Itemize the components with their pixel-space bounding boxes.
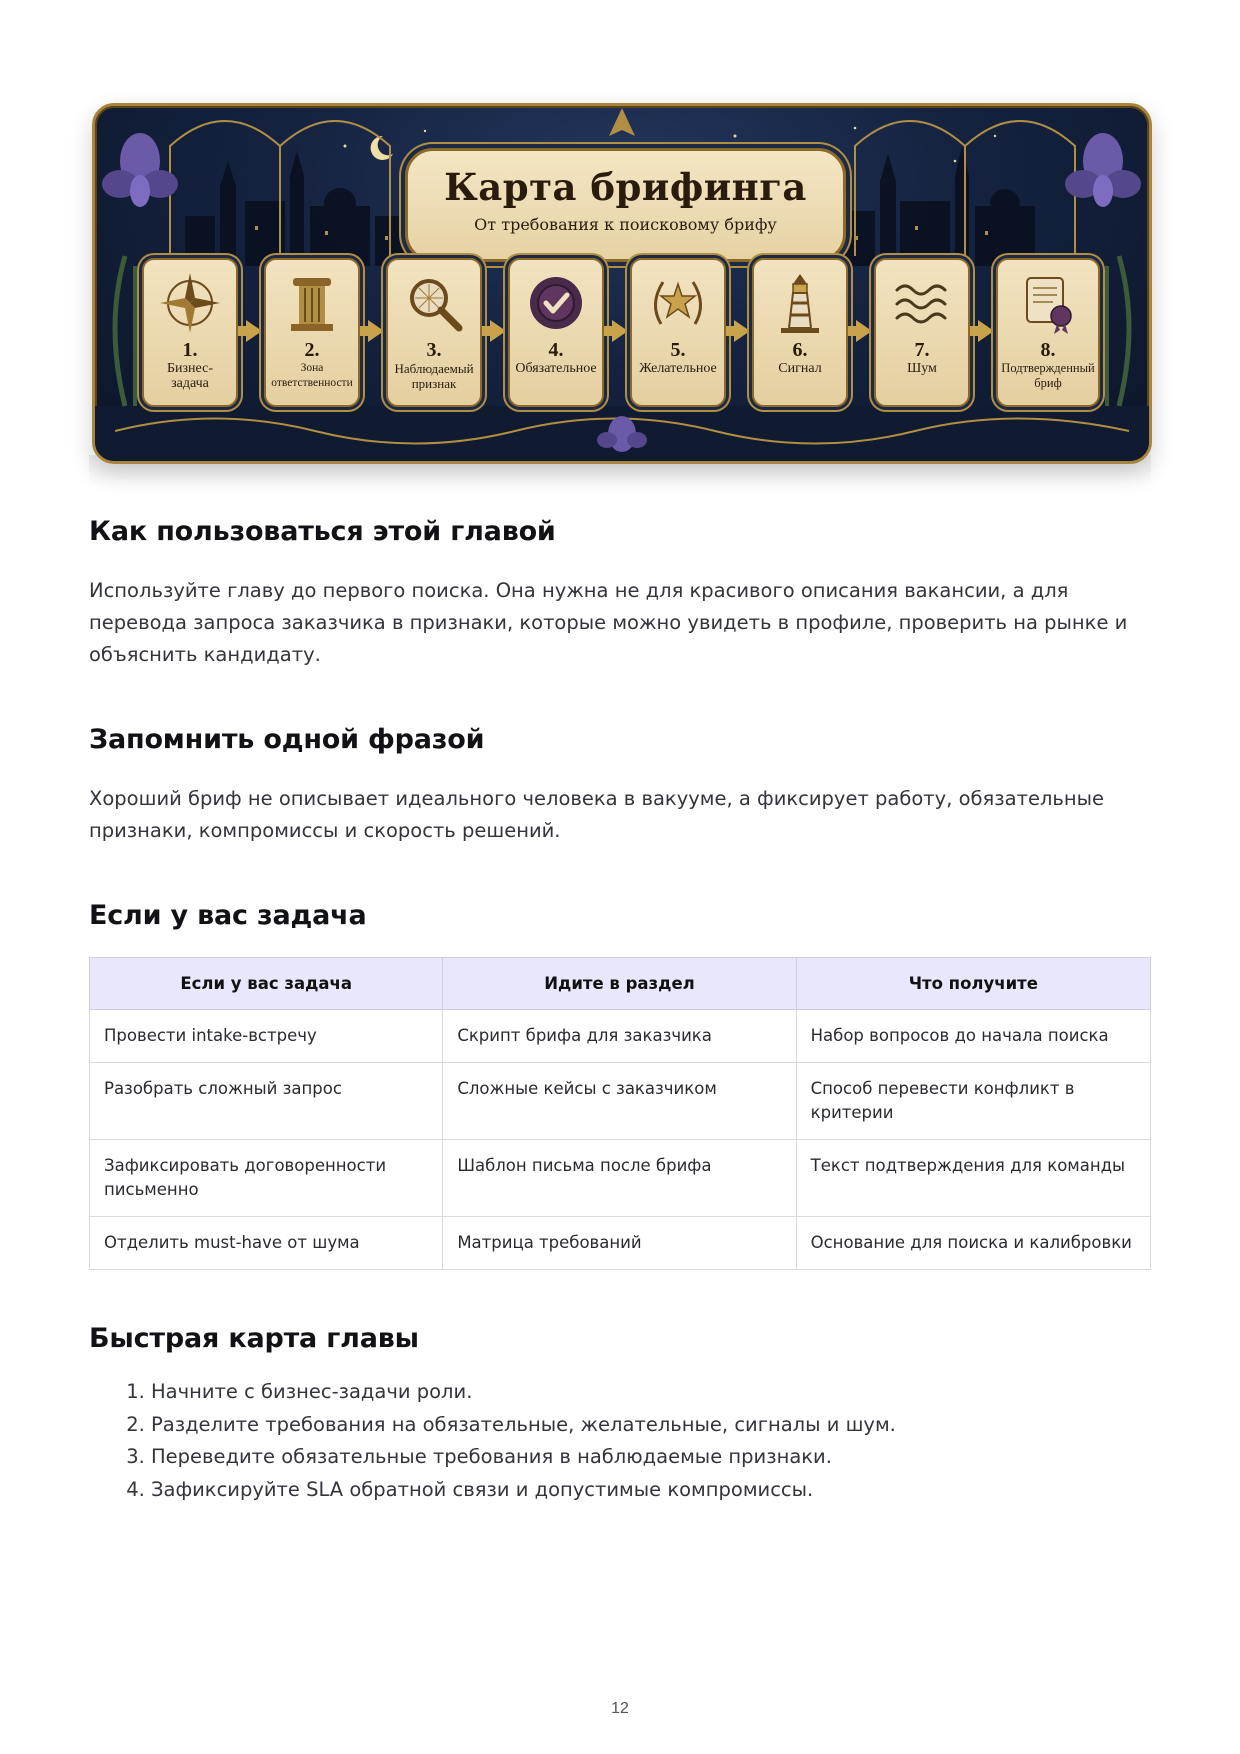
table-row	[90, 1217, 1151, 1270]
step-label: Подтвержденный бриф	[1001, 361, 1095, 390]
navigation-table	[89, 957, 1151, 1270]
step-card-confirmed-brief	[996, 258, 1100, 407]
wax-seal-check-icon	[521, 268, 591, 338]
step-card-mandatory	[508, 258, 604, 407]
banner-title: Карта брифинга	[444, 165, 807, 209]
column-icon	[277, 268, 347, 338]
section-text-one-phrase: Хороший бриф не описывает идеального человека в вакууме, а фиксирует работу, обязательные признаки, компромиссы и скорость решений.	[89, 787, 1105, 842]
step-label: Обязательное	[515, 361, 597, 376]
step-card-responsibility	[264, 258, 360, 407]
step-label: Бизнес- задача	[167, 361, 213, 391]
step-number: 1.	[182, 339, 198, 361]
step-arrow-icon	[246, 320, 262, 342]
section-heading-how-to-use: Как пользоваться этой главой	[89, 516, 556, 547]
table-header-cell: Если у вас задача	[90, 958, 443, 1010]
step-number: 6.	[792, 339, 808, 361]
section-heading-quick-map: Быстрая карта главы	[89, 1323, 419, 1354]
banner-title-plaque	[405, 148, 846, 262]
banner-illustration	[92, 103, 1152, 464]
table-header-cell: Что получите	[796, 958, 1150, 1010]
table-row	[90, 1063, 1151, 1140]
table-cell: Отделить must-have от шума	[90, 1217, 443, 1270]
step-card-signal	[752, 258, 848, 407]
step-label: Шум	[907, 361, 937, 376]
section-heading-if-task: Если у вас задача	[89, 900, 367, 931]
table-header-row	[90, 958, 1151, 1010]
step-number: 8.	[1040, 339, 1056, 361]
laurel-star-icon	[643, 268, 713, 338]
chapter-banner	[89, 100, 1151, 464]
step-label: Наблюдаемый признак	[394, 361, 474, 391]
section-text-how-to-use: Используйте главу до первого поиска. Она нужна не для красивого описания вакансии, а для перевода запроса заказчика в признаки, которые можно увидеть в профиле, проверить на рынке и объяснить кандидату.	[89, 579, 1128, 666]
table-cell: Зафиксировать договоренности письменно	[90, 1140, 443, 1217]
table-cell: Провести intake-встречу	[90, 1010, 443, 1063]
step-number: 3.	[426, 339, 442, 361]
table-cell: Скрипт брифа для заказчика	[443, 1010, 796, 1063]
step-arrow-icon	[490, 320, 506, 342]
waves-icon	[887, 268, 957, 338]
step-number: 7.	[914, 339, 930, 361]
step-number: 2.	[304, 339, 320, 361]
magnifier-icon	[399, 268, 469, 338]
table-cell: Основание для поиска и калибровки	[796, 1217, 1150, 1270]
compass-rose-icon	[155, 268, 225, 338]
page-number: 12	[611, 1700, 629, 1717]
table-cell: Способ перевести конфликт в критерии	[796, 1063, 1150, 1140]
table-cell: Текст подтверждения для команды	[796, 1140, 1150, 1217]
lighthouse-icon	[765, 268, 835, 338]
fleur-ornament	[609, 108, 635, 136]
table-cell: Матрица требований	[443, 1217, 796, 1270]
step-arrow-icon	[368, 320, 384, 342]
banner-subtitle: От требования к поисковому брифу	[474, 215, 777, 234]
step-number: 5.	[670, 339, 686, 361]
table-cell: Набор вопросов до начала поиска	[796, 1010, 1150, 1063]
step-card-desirable	[630, 258, 726, 407]
step-arrow-icon	[734, 320, 750, 342]
table-cell: Шаблон письма после брифа	[443, 1140, 796, 1217]
table-header-cell: Идите в раздел	[443, 958, 796, 1010]
table-cell: Разобрать сложный запрос	[90, 1063, 443, 1140]
step-card-noise	[874, 258, 970, 407]
step-number: 4.	[548, 339, 564, 361]
quick-map-list	[89, 1376, 896, 1506]
step-label: Сигнал	[778, 361, 822, 376]
step-label: Желательное	[639, 361, 717, 376]
list-item: 4. Зафиксируйте SLA обратной связи и допустимые компромиссы.	[151, 1474, 896, 1507]
scroll-seal-icon	[1013, 268, 1083, 338]
list-item: 1. Начните с бизнес-задачи роли.	[151, 1376, 896, 1409]
step-arrow-icon	[612, 320, 628, 342]
table-cell: Сложные кейсы с заказчиком	[443, 1063, 796, 1140]
list-item: 2. Разделите требования на обязательные, желательные, сигналы и шум.	[151, 1409, 896, 1442]
step-arrow-icon	[978, 320, 994, 342]
list-item: 3. Переведите обязательные требования в наблюдаемые признаки.	[151, 1441, 896, 1474]
table-row	[90, 1140, 1151, 1217]
step-card-observable-sign	[386, 258, 482, 407]
step-label: Зона ответственности	[271, 362, 353, 389]
table-row	[90, 1010, 1151, 1063]
step-card-business-task	[142, 258, 238, 407]
section-heading-one-phrase: Запомнить одной фразой	[89, 724, 485, 755]
step-arrow-icon	[856, 320, 872, 342]
briefing-steps	[142, 258, 1102, 408]
